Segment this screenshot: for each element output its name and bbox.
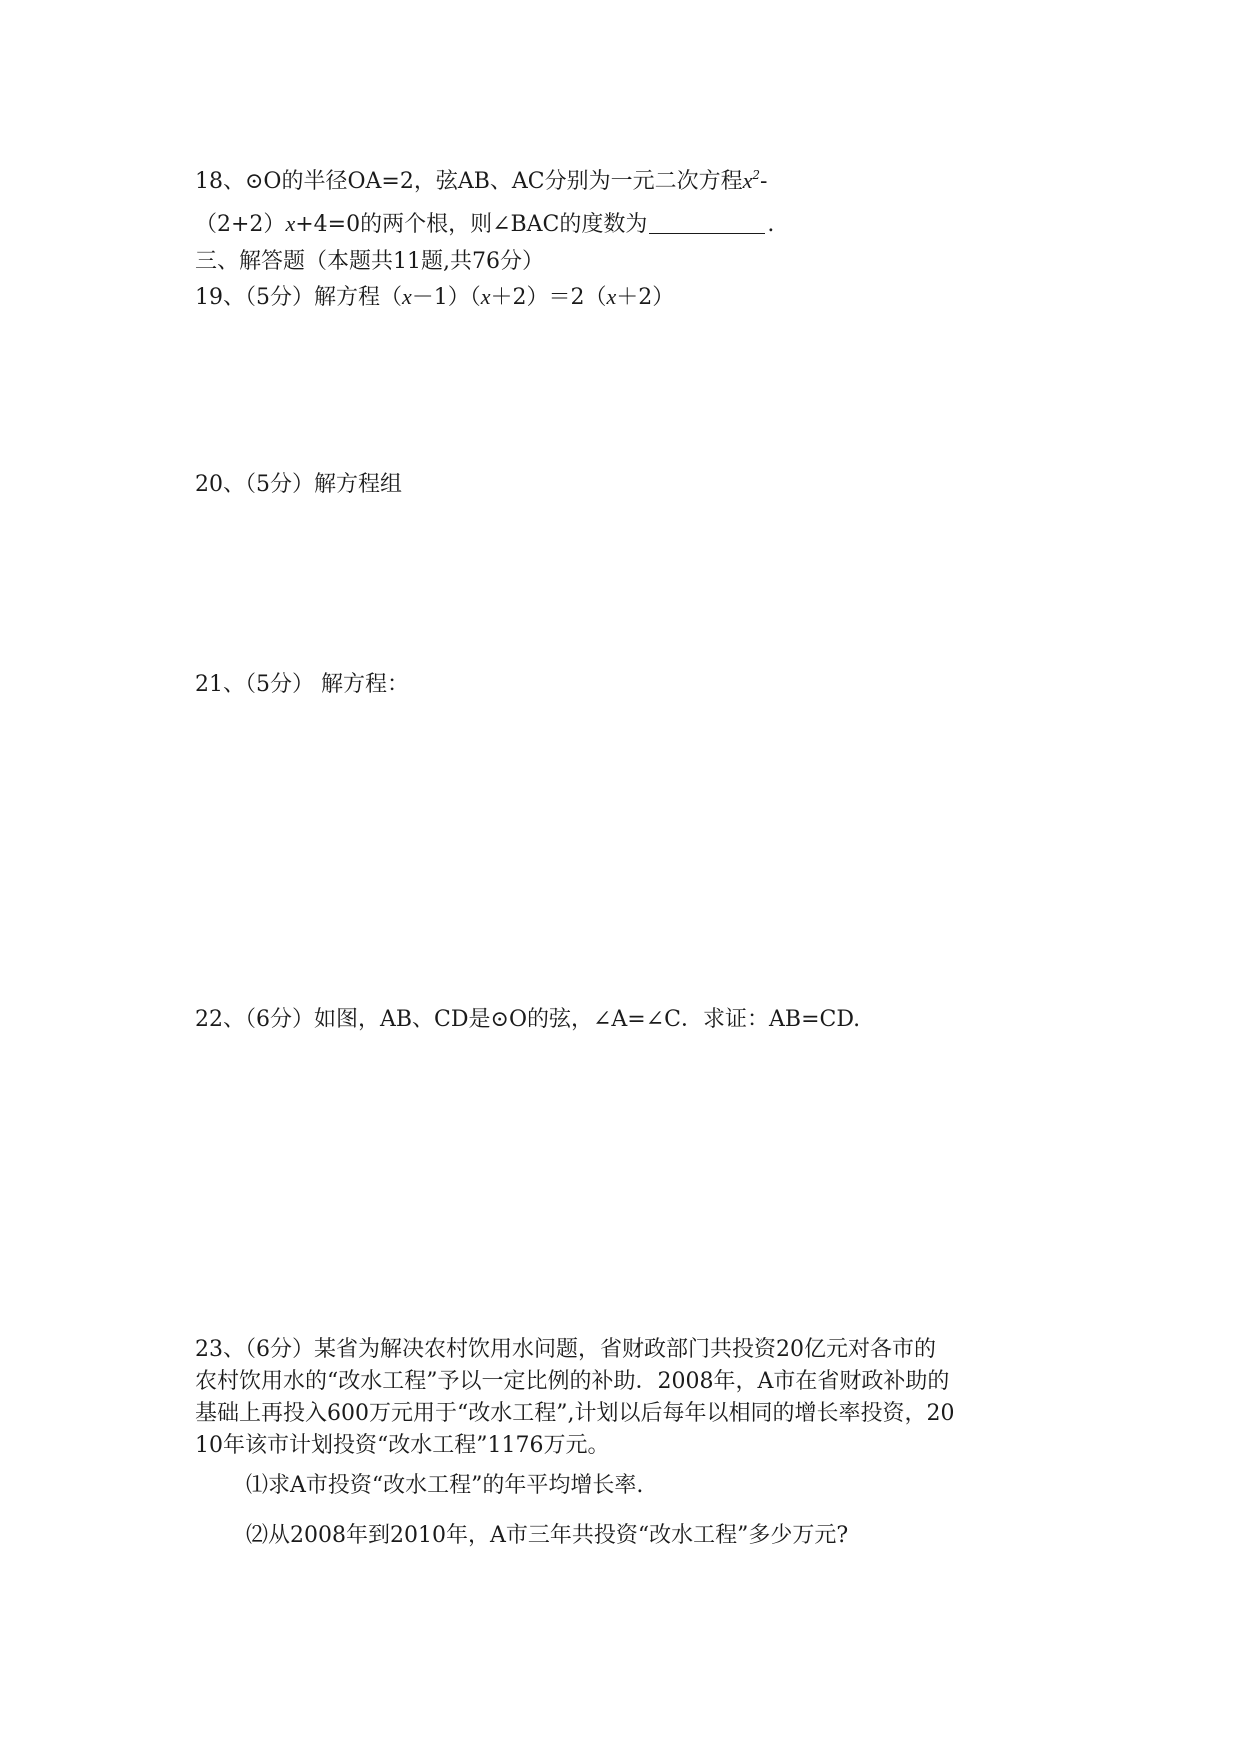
q19-var-2: x <box>480 284 491 309</box>
q18-variable-2: x <box>285 211 296 236</box>
question-19 <box>195 282 674 313</box>
q23-line-3: 基础上再投入600万元用于“改水工程”,计划以后每年以相同的增长率投资，20 <box>195 1401 955 1426</box>
question-20: 20、（5分）解方程组 <box>195 472 402 497</box>
q19-var-3: x <box>606 284 617 309</box>
q18-line-2 <box>195 209 774 240</box>
q18-text-3: +4=0的两个根，则∠BAC的度数为 <box>295 212 648 237</box>
q19-part-a: 19、（5分）解方程（ <box>195 285 402 310</box>
answer-blank[interactable] <box>649 211 765 234</box>
q18-text-2: （2+2） <box>195 212 286 237</box>
q19-part-c: ＋2）＝2（ <box>490 285 607 310</box>
q18-exponent: 2 <box>752 168 761 182</box>
q19-part-d: ＋2） <box>616 285 675 310</box>
q23-line-1: 23、（6分）某省为解决农村饮用水问题，省财政部门共投资20亿元对各市的 <box>195 1337 936 1362</box>
q18-line-1 <box>195 160 767 197</box>
question-21: 21、（5分） 解方程： <box>195 672 409 697</box>
q18-variable: x <box>742 168 753 193</box>
q18-end: . <box>767 212 775 237</box>
q23-subquestion-1: ⑴求A市投资“改水工程”的年平均增长率. <box>246 1473 644 1498</box>
q23-line-4: 10年该市计划投资“改水工程”1176万元。 <box>195 1433 610 1458</box>
section-3-heading: 三、解答题（本题共11题,共76分） <box>195 249 544 274</box>
q19-var-1: x <box>402 284 412 309</box>
q23-subquestion-2: ⑵从2008年到2010年，A市三年共投资“改水工程”多少万元? <box>246 1523 849 1548</box>
q23-line-2: 农村饮用水的“改水工程”予以一定比例的补助．2008年，A市在省财政补助的 <box>195 1369 950 1394</box>
q18-text-tail: - <box>760 169 768 194</box>
q18-text: 18、⊙O的半径OA=2，弦AB、AC分别为一元二次方程 <box>195 169 743 194</box>
q19-part-b: －1）（ <box>411 285 481 310</box>
question-22: 22、（6分）如图，AB、CD是⊙O的弦，∠A=∠C．求证：AB=CD. <box>195 1007 861 1032</box>
